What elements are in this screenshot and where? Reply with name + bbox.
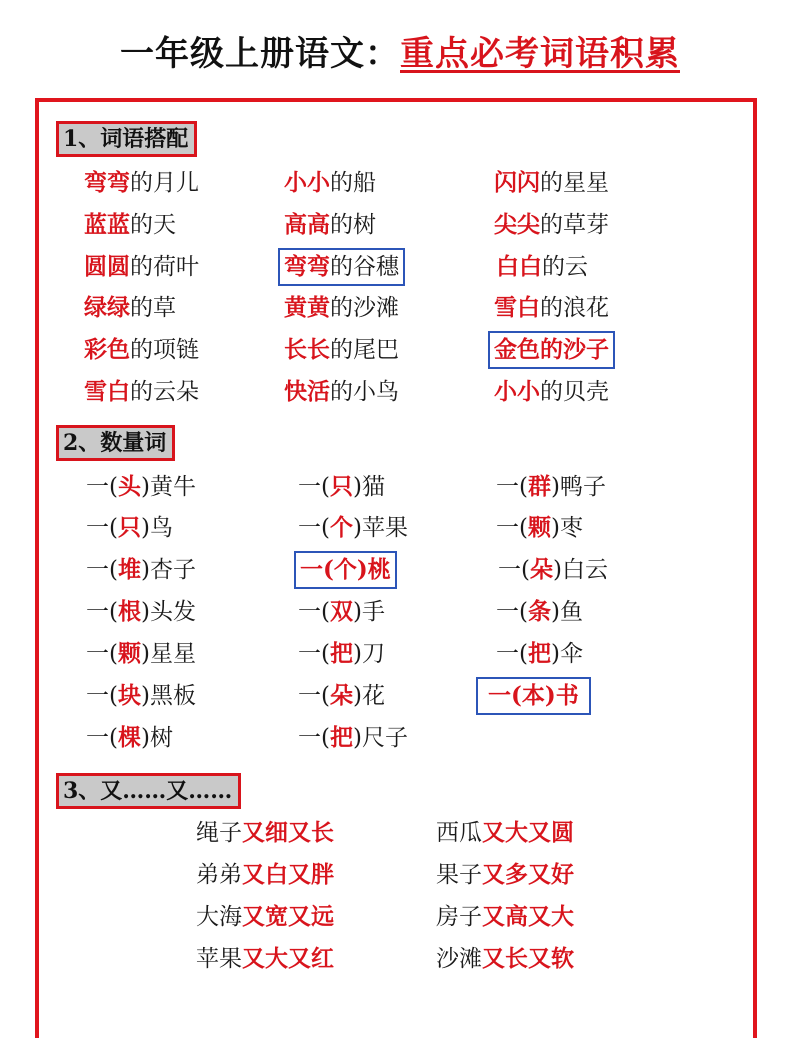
section-3-heading: 3、又……又…… [56,773,241,809]
phrase-item: 弯弯的月儿 [84,169,199,196]
adjective-item: 沙滩又长又软 [436,945,574,972]
adjective-item: 西瓜又大又圆 [436,819,574,846]
phrase-item: 彩色的项链 [84,336,199,363]
measure-item: 一(颗)枣 [496,514,583,541]
phrase-item: 雪白的浪花 [494,294,609,321]
phrase-item: 圆圆的荷叶 [84,253,199,280]
title-highlight: 重点必考词语积累 [400,34,680,74]
measure-item: 一(根)头发 [86,598,196,625]
measure-item-boxed: 一(个)桃 [294,551,397,589]
adjective-item: 苹果又大又红 [196,945,334,972]
phrase-item: 蓝蓝的天 [84,211,176,238]
phrase-item: 小小的贝壳 [494,378,609,405]
measure-item: 一(头)黄牛 [86,473,196,500]
phrase-item-boxed: 金色的沙子 [488,331,615,369]
phrase-item: 白白的云 [496,253,588,280]
adjective-item: 绳子又细又长 [196,819,334,846]
measure-item: 一(把)刀 [298,640,385,667]
measure-item: 一(双)手 [298,598,385,625]
phrase-item: 小小的船 [284,169,376,196]
measure-item: 一(朵)花 [298,682,385,709]
measure-item-boxed: 一(本)书 [476,677,591,715]
measure-item: 一(群)鸭子 [496,473,606,500]
page-title [0,26,800,75]
measure-item: 一(条)鱼 [496,598,583,625]
measure-item: 一(朵)白云 [498,556,608,583]
phrase-item: 高高的树 [284,211,376,238]
phrase-item: 绿绿的草 [84,294,176,321]
phrase-item: 快活的小鸟 [284,378,399,405]
measure-item: 一(把)尺子 [298,724,408,751]
phrase-item: 雪白的云朵 [84,378,199,405]
measure-item: 一(个)苹果 [298,514,408,541]
phrase-item: 闪闪的星星 [494,169,609,196]
adjective-item: 房子又高又大 [436,903,574,930]
measure-item: 一(棵)树 [86,724,173,751]
phrase-item: 尖尖的草芽 [494,211,609,238]
adjective-item: 大海又宽又远 [196,903,334,930]
section-1-heading: 1、词语搭配 [56,121,197,157]
phrase-item: 黄黄的沙滩 [284,294,399,321]
adjective-item: 弟弟又白又胖 [196,861,334,888]
section-2-heading: 2、数量词 [56,425,175,461]
measure-item: 一(只)鸟 [86,514,173,541]
measure-item: 一(把)伞 [496,640,583,667]
measure-item: 一(颗)星星 [86,640,196,667]
measure-item: 一(只)猫 [298,473,385,500]
title-prefix: 一年级上册语文： [120,34,400,74]
measure-item: 一(块)黑板 [86,682,196,709]
adjective-item: 果子又多又好 [436,861,574,888]
phrase-item: 长长的尾巴 [284,336,399,363]
measure-item: 一(堆)杏子 [86,556,196,583]
phrase-item-boxed: 弯弯的谷穗 [278,248,405,286]
